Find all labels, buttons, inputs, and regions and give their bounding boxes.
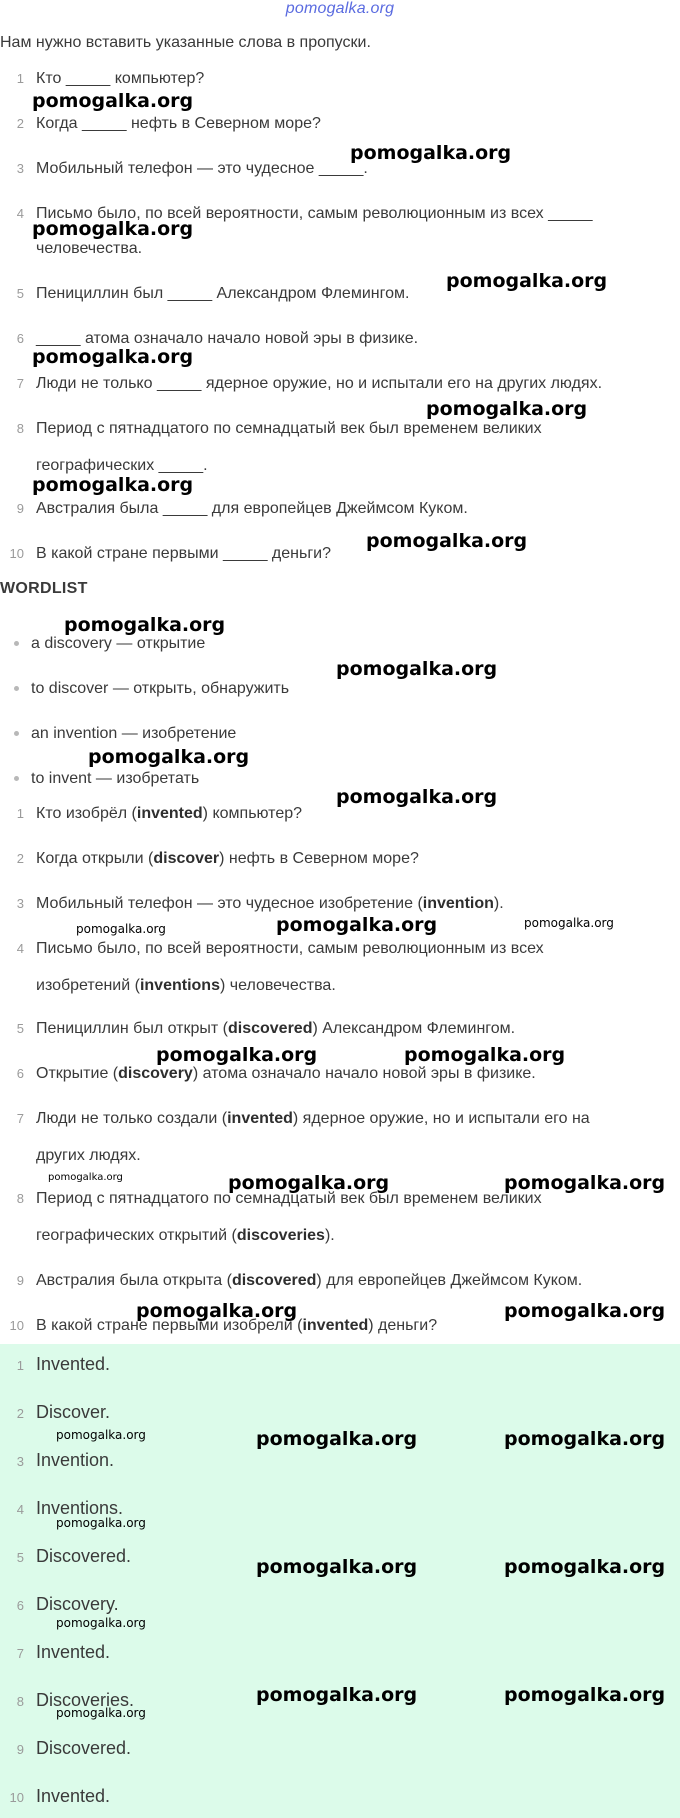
wordlist-item: an invention — изобретение — [14, 725, 236, 743]
item-number: 1 — [16, 806, 24, 821]
answer-word: invented — [227, 1110, 293, 1127]
filled-item: 1 Кто изобрёл (invented) компьютер? — [8, 805, 302, 823]
task-item — [8, 115, 321, 133]
watermark: pomogalka.org — [504, 1428, 666, 1450]
item-number: 6 — [16, 331, 24, 346]
watermark: pomogalka.org — [32, 346, 194, 368]
wordlist-heading: WORDLIST — [0, 580, 88, 597]
task-item-continuation: человечества. — [36, 240, 143, 257]
item-number: 9 — [16, 1742, 24, 1757]
filled-item: 10 В какой стране первыми изобрели (invented) деньги? — [9, 1317, 438, 1334]
item-text: Письмо было, по всей вероятности, самым революционным из всех _____ — [36, 205, 593, 222]
task-item — [8, 285, 409, 303]
item-number: 10 — [9, 1318, 24, 1333]
item-number: 7 — [16, 376, 24, 391]
item-number: 7 — [16, 1646, 24, 1661]
watermark: pomogalka.org — [56, 1516, 146, 1530]
task-item-continuation: географических _____. — [36, 457, 208, 474]
answer-item: 5 Discovered. — [8, 1546, 131, 1567]
watermark: pomogalka.org — [336, 786, 498, 808]
watermark: pomogalka.org — [88, 746, 250, 768]
answer-item: 9 Discovered. — [8, 1738, 131, 1759]
watermark: pomogalka.org — [256, 1556, 418, 1578]
watermark: pomogalka.org — [228, 1172, 390, 1194]
item-text: Пенициллин был _____ Александром Флемингом. — [36, 285, 410, 302]
watermark: pomogalka.org — [64, 614, 226, 636]
item-number: 3 — [16, 1454, 24, 1469]
task-item — [8, 545, 331, 563]
watermark: pomogalka.org — [404, 1044, 566, 1066]
item-number: 2 — [16, 116, 24, 131]
watermark: pomogalka.org — [426, 398, 588, 420]
item-number: 3 — [16, 161, 24, 176]
answer-word: invented — [136, 805, 203, 822]
bullet-icon — [14, 686, 19, 691]
task-item — [8, 420, 542, 438]
watermark: pomogalka.org — [504, 1684, 666, 1706]
answer-word: discovered — [231, 1272, 317, 1289]
item-text: Когда _____ нефть в Северном море? — [36, 115, 321, 132]
item-number: 10 — [9, 1790, 24, 1805]
item-number: 6 — [16, 1598, 24, 1613]
watermark: pomogalka.org — [504, 1556, 666, 1578]
watermark: pomogalka.org — [156, 1044, 318, 1066]
answer-item: 1 Invented. — [8, 1354, 110, 1375]
item-number: 9 — [16, 501, 24, 516]
wordlist-item: a discovery — открытие — [14, 635, 205, 653]
watermark: pomogalka.org — [366, 530, 528, 552]
item-number: 8 — [16, 1694, 24, 1709]
answer-word: discovered — [227, 1020, 313, 1037]
task-item — [8, 500, 468, 518]
item-number: 6 — [16, 1066, 24, 1081]
watermark: pomogalka.org — [56, 1428, 146, 1442]
watermark: pomogalka.org — [136, 1300, 298, 1322]
watermark: pomogalka.org — [276, 914, 438, 936]
item-number: 1 — [16, 1358, 24, 1373]
item-number: 1 — [16, 71, 24, 86]
filled-item: 5 Пенициллин был открыт (discovered) Александром Флемингом. — [8, 1020, 515, 1038]
item-number: 9 — [16, 1273, 24, 1288]
item-text: _____ атома означало начало новой эры в физике. — [36, 330, 419, 347]
filled-item-continuation: изобретений (inventions) человечества. — [36, 977, 336, 994]
answer-word: invented — [302, 1317, 369, 1334]
wordlist-item: to discover — открыть, обнаружить — [14, 680, 289, 698]
watermark: pomogalka.org — [524, 916, 614, 930]
watermark: pomogalka.org — [256, 1428, 418, 1450]
answer-word: inventions — [139, 977, 220, 994]
watermark: pomogalka.org — [336, 658, 498, 680]
filled-item: 8 Период с пятнадцатого по семнадцатый век был временем великих — [8, 1190, 542, 1208]
watermark: pomogalka.org — [48, 1172, 123, 1183]
answer-item: 6 Discovery. — [8, 1594, 119, 1615]
answer-item: 10 Invented. — [9, 1786, 111, 1806]
site-header[interactable]: pomogalka.org — [285, 0, 395, 17]
bullet-icon — [14, 641, 19, 646]
watermark: pomogalka.org — [256, 1684, 418, 1706]
filled-item: 3 Мобильный телефон — это чудесное изобретение (invention). — [8, 895, 504, 913]
answer-item: 2 Discover. — [8, 1402, 110, 1423]
watermark: pomogalka.org — [504, 1300, 666, 1322]
item-number: 8 — [16, 1191, 24, 1206]
item-number: 7 — [16, 1111, 24, 1126]
answer-item: 3 Invention. — [8, 1450, 114, 1471]
filled-item-continuation: других людях. — [36, 1147, 141, 1164]
item-number: 5 — [16, 1021, 24, 1036]
item-number: 5 — [16, 1550, 24, 1565]
watermark: pomogalka.org — [56, 1616, 146, 1630]
answer-word: discoveries — [236, 1227, 325, 1244]
item-number: 10 — [9, 546, 24, 561]
task-item — [8, 375, 602, 393]
item-text: Мобильный телефон — это чудесное _____. — [36, 160, 368, 177]
filled-item: 4 Письмо было, по всей вероятности, самым революционным из всех — [8, 940, 544, 958]
item-text: Период с пятнадцатого по семнадцатый век был временем великих — [36, 420, 542, 437]
item-number: 5 — [16, 286, 24, 301]
task-item — [8, 70, 204, 88]
item-number: 4 — [16, 1502, 24, 1517]
watermark: pomogalka.org — [446, 270, 608, 292]
item-text: Австралия была _____ для европейцев Джеймсом Куком. — [36, 500, 468, 517]
item-number: 3 — [16, 896, 24, 911]
item-number: 4 — [16, 206, 24, 221]
intro-text: Нам нужно вставить указанные слова в пропуски. — [0, 34, 371, 51]
watermark: pomogalka.org — [32, 474, 194, 496]
item-number: 2 — [16, 1406, 24, 1421]
item-text: В какой стране первыми _____ деньги? — [36, 545, 331, 562]
watermark: pomogalka.org — [350, 142, 512, 164]
task-item — [8, 160, 368, 178]
item-number: 8 — [16, 421, 24, 436]
filled-item-continuation: географических открытий (discoveries). — [36, 1227, 335, 1244]
item-number: 4 — [16, 941, 24, 956]
filled-item: 6 Открытие (discovery) атома означало начало новой эры в физике. — [8, 1065, 536, 1083]
bullet-icon — [14, 776, 19, 781]
answer-word: discover — [153, 850, 220, 867]
filled-item: 7 Люди не только создали (invented) ядерное оружие, но и испытали его на — [8, 1110, 590, 1128]
watermark: pomogalka.org — [56, 1706, 146, 1720]
answer-item: 7 Invented. — [8, 1642, 110, 1663]
item-text: Кто _____ компьютер? — [36, 70, 205, 87]
watermark: pomogalka.org — [32, 218, 194, 240]
item-text: Люди не только _____ ядерное оружие, но и испытали его на других людях. — [36, 375, 603, 392]
bullet-icon — [14, 731, 19, 736]
filled-item: 9 Австралия была открыта (discovered) для европейцев Джеймсом Куком. — [8, 1272, 582, 1290]
watermark: pomogalka.org — [32, 90, 194, 112]
answer-item: 8 Discoveries. — [8, 1690, 134, 1711]
wordlist-item: to invent — изобретать — [14, 770, 199, 788]
answer-word: invention — [422, 895, 494, 912]
watermark: pomogalka.org — [504, 1172, 666, 1194]
answer-word: discovery — [118, 1065, 193, 1082]
answer-item: 4 Inventions. — [8, 1498, 123, 1519]
item-number: 2 — [16, 851, 24, 866]
filled-item: 2 Когда открыли (discover) нефть в Северном море? — [8, 850, 419, 868]
watermark: pomogalka.org — [76, 922, 166, 936]
